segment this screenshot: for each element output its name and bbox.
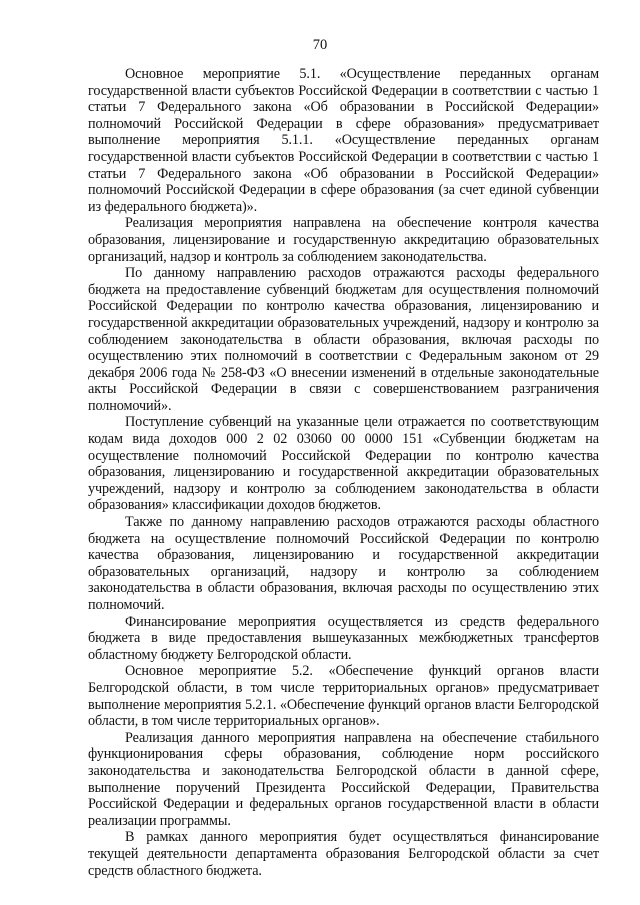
paragraph-8: Реализация данного мероприятия направлена на обеспечение стабильного функционирования сферы образования, соблюдение норм российского законодательства и законодательства Белгородской области в данной сфере, выполнение поручений Президента Российской Федерации, Правительства Российской Федерации и федеральных органов государственной власти в области реализации программы. <box>88 729 599 829</box>
paragraph-1: Основное мероприятие 5.1. «Осуществление переданных органам государственной власти субъектов Российской Федерации в соответствии с частью 1 статьи 7 Федерального закона «Об образовании в Российской Федерации» полномочий Российской Федерации в сфере образования» предусматривает выполнение мероприятия 5.1.1. «Осуществление переданных органам государственной власти субъектов Российской Федерации в соответствии с частью 1 статьи 7 Федерального закона «Об образовании в Российской Федерации» полномочий Российской Федерации в сфере образования (за счет единой субвенции из федерального бюджета)». <box>88 66 599 215</box>
paragraph-5: Также по данному направлению расходов отражаются расходы областного бюджета на осуществление полномочий Российской Федерации по контролю качества образования, лицензированию и государственной аккредитации образовательных организаций, надзору и контролю за соблюдением законодательства в области образования, включая расходы по осуществлению этих полномочий. <box>88 514 599 613</box>
paragraph-9: В рамках данного мероприятия будет осуществляться финансирование текущей деятельности департамента образования Белгородской области за счет средств областного бюджета. <box>88 829 599 879</box>
document-body <box>88 66 599 879</box>
paragraph-4: Поступление субвенций на указанные цели отражается по соответствующим кодам вида доходов 000 2 02 03060 00 0000 151 «Субвенции бюджетам на осуществление полномочий Российской Федерации по контролю качества образования, лицензированию и государственной аккредитации образовательных учреждений, надзору и контролю за соблюдением законодательства в области образования» классификации доходов бюджетов. <box>88 414 599 514</box>
paragraph-2: Реализация мероприятия направлена на обеспечение контроля качества образования, лицензирование и государственную аккредитацию образовательных организаций, надзор и контроль за соблюдением законодательства. <box>88 215 599 265</box>
paragraph-6: Финансирование мероприятия осуществляется из средств федерального бюджета в виде предоставления вышеуказанных межбюджетных трансфертов областному бюджету Белгородской области. <box>88 613 599 663</box>
page-number: 70 <box>312 37 328 53</box>
paragraph-3: По данному направлению расходов отражаются расходы федерального бюджета на предоставление субвенций бюджетам для осуществления полномочий Российской Федерации по контролю качества образования, лицензированию и государственной аккредитации образовательных учреждений, надзору и контролю за соблюдением законодательства в области образования, включая расходы по осуществлению этих полномочий в соответствии с Федеральным законом от 29 декабря 2006 года № 258-ФЗ «О внесении изменений в отдельные законодательные акты Российской Федерации в связи с совершенствованием разграничения полномочий». <box>88 265 599 414</box>
paragraph-7: Основное мероприятие 5.2. «Обеспечение функций органов власти Белгородской области, в том числе территориальных органов» предусматривает выполнение мероприятия 5.2.1. «Обеспечение функций органов власти Белгородской области, в том числе территориальных органов». <box>88 663 599 730</box>
